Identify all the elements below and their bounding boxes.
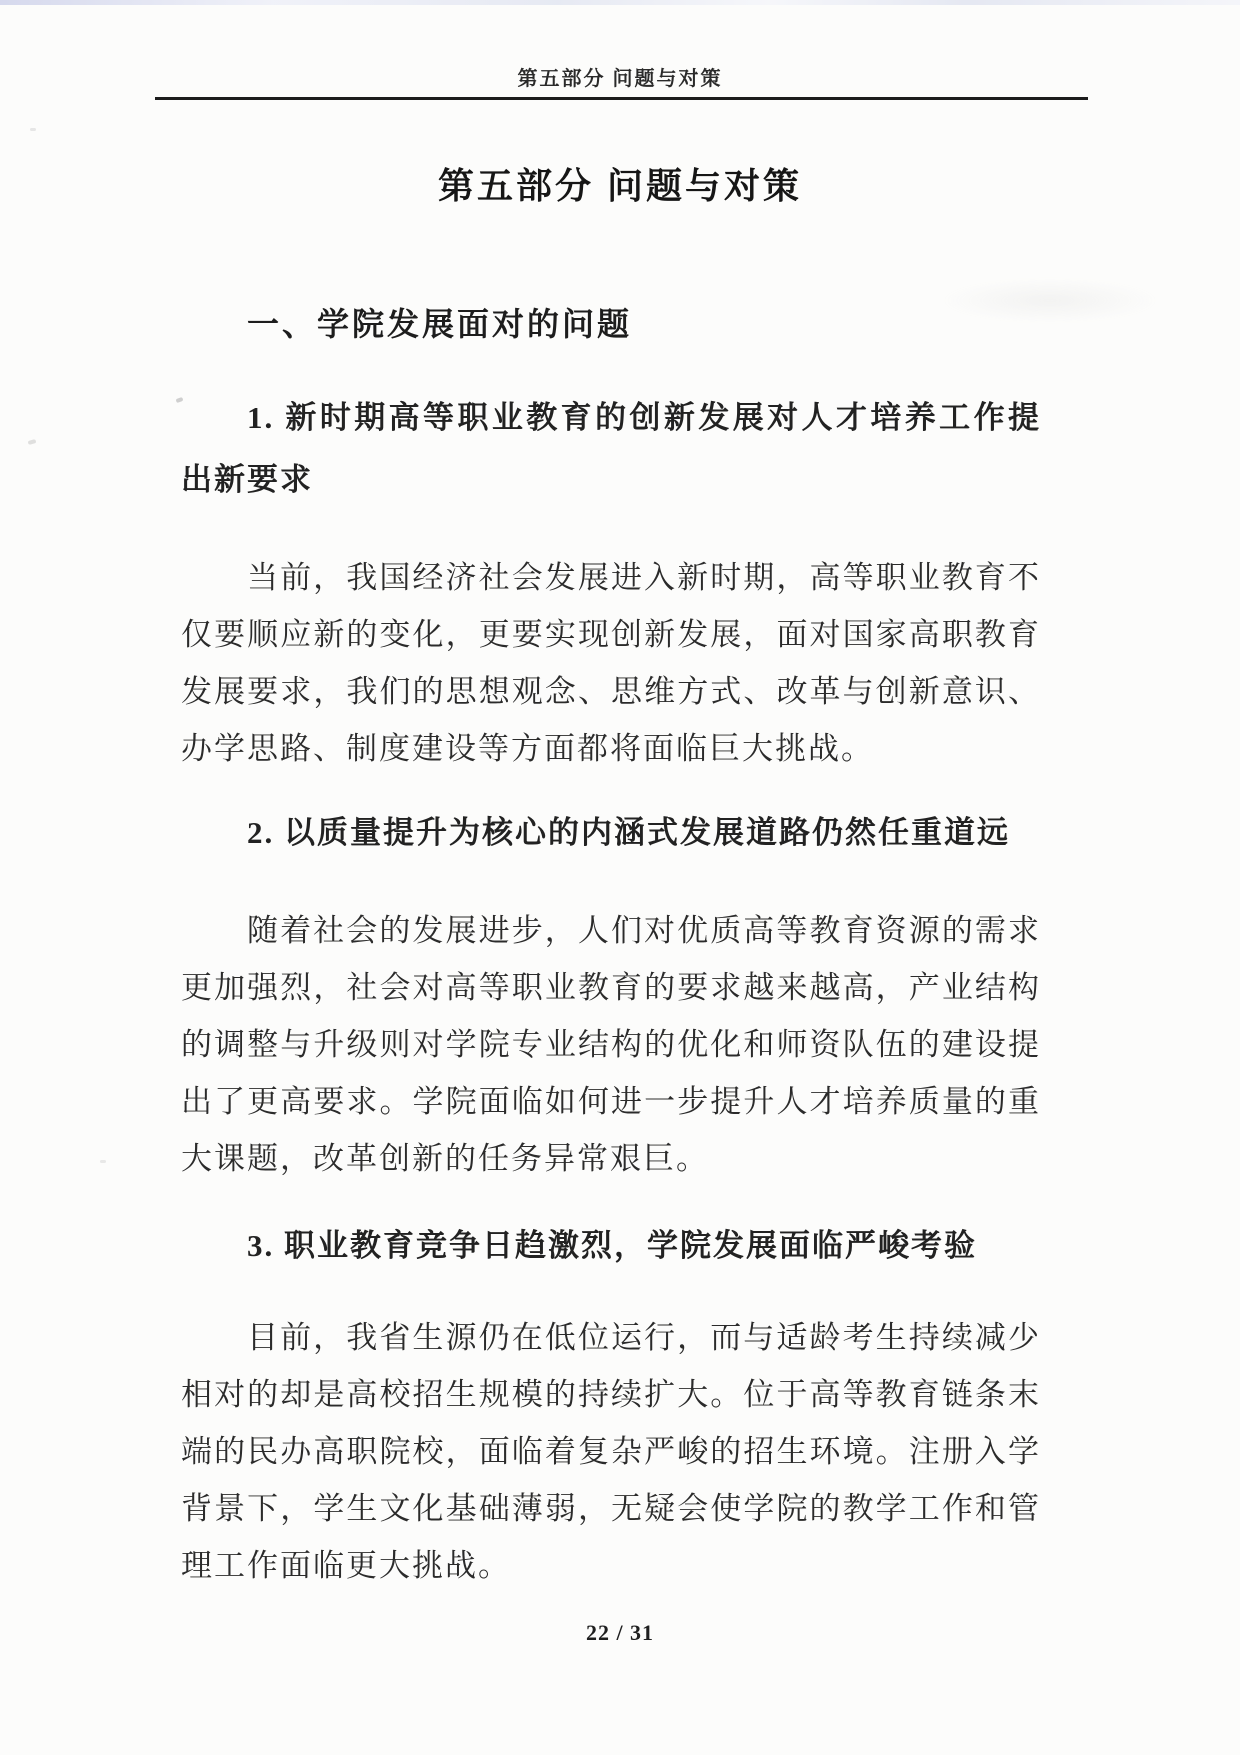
paragraph-3: 目前，我省生源仍在低位运行，而与适龄考生持续减少相对的却是高校招生规模的持续扩大。位于高等教育链条末端的民办高职院校，面临着复杂严峻的招生环境。注册入学背景下，学生文化基础薄弱，无疑会使学院的教学工作和管理工作面临更大挑战。 — [181, 1320, 1041, 1583]
section-heading: 一、学院发展面对的问题 — [247, 306, 633, 342]
subheading-1: 1. 新时期高等职业教育的创新发展对人才培养工作提出新要求 — [181, 400, 1041, 497]
subheading-2: 2. 以质量提升为核心的内涵式发展道路仍然任重道远 — [247, 815, 1010, 850]
scan-artifact-speck — [28, 439, 37, 445]
page-title: 第五部分 问题与对策 — [437, 165, 802, 206]
paragraph-1: 当前，我国经济社会发展进入新时期，高等职业教育不仅要顺应新的变化，更要实现创新发展，面对国家高职教育发展要求，我们的思想观念、思维方式、改革与创新意识、办学思路、制度建设等方面都将面临巨大挑战。 — [181, 560, 1041, 766]
scan-artifact-speck — [100, 1160, 106, 1163]
subheading-3: 3. 职业教育竞争日趋激烈，学院发展面临严峻考验 — [247, 1228, 977, 1263]
running-header: 第五部分 问题与对策 — [517, 68, 723, 90]
scan-artifact-speck — [30, 128, 36, 131]
paragraph-2: 随着社会的发展进步，人们对优质高等教育资源的需求更加强烈，社会对高等职业教育的要求越来越高，产业结构的调整与升级则对学院专业结构的优化和师资队伍的建设提出了更高要求。学院面临如何进一步提升人才培养质量的重大课题，改革创新的任务异常艰巨。 — [181, 913, 1041, 1176]
page-number: 22 / 31 — [585, 1620, 655, 1645]
document-body — [181, 0, 1041, 1594]
scan-artifact-smudge — [940, 278, 1160, 323]
